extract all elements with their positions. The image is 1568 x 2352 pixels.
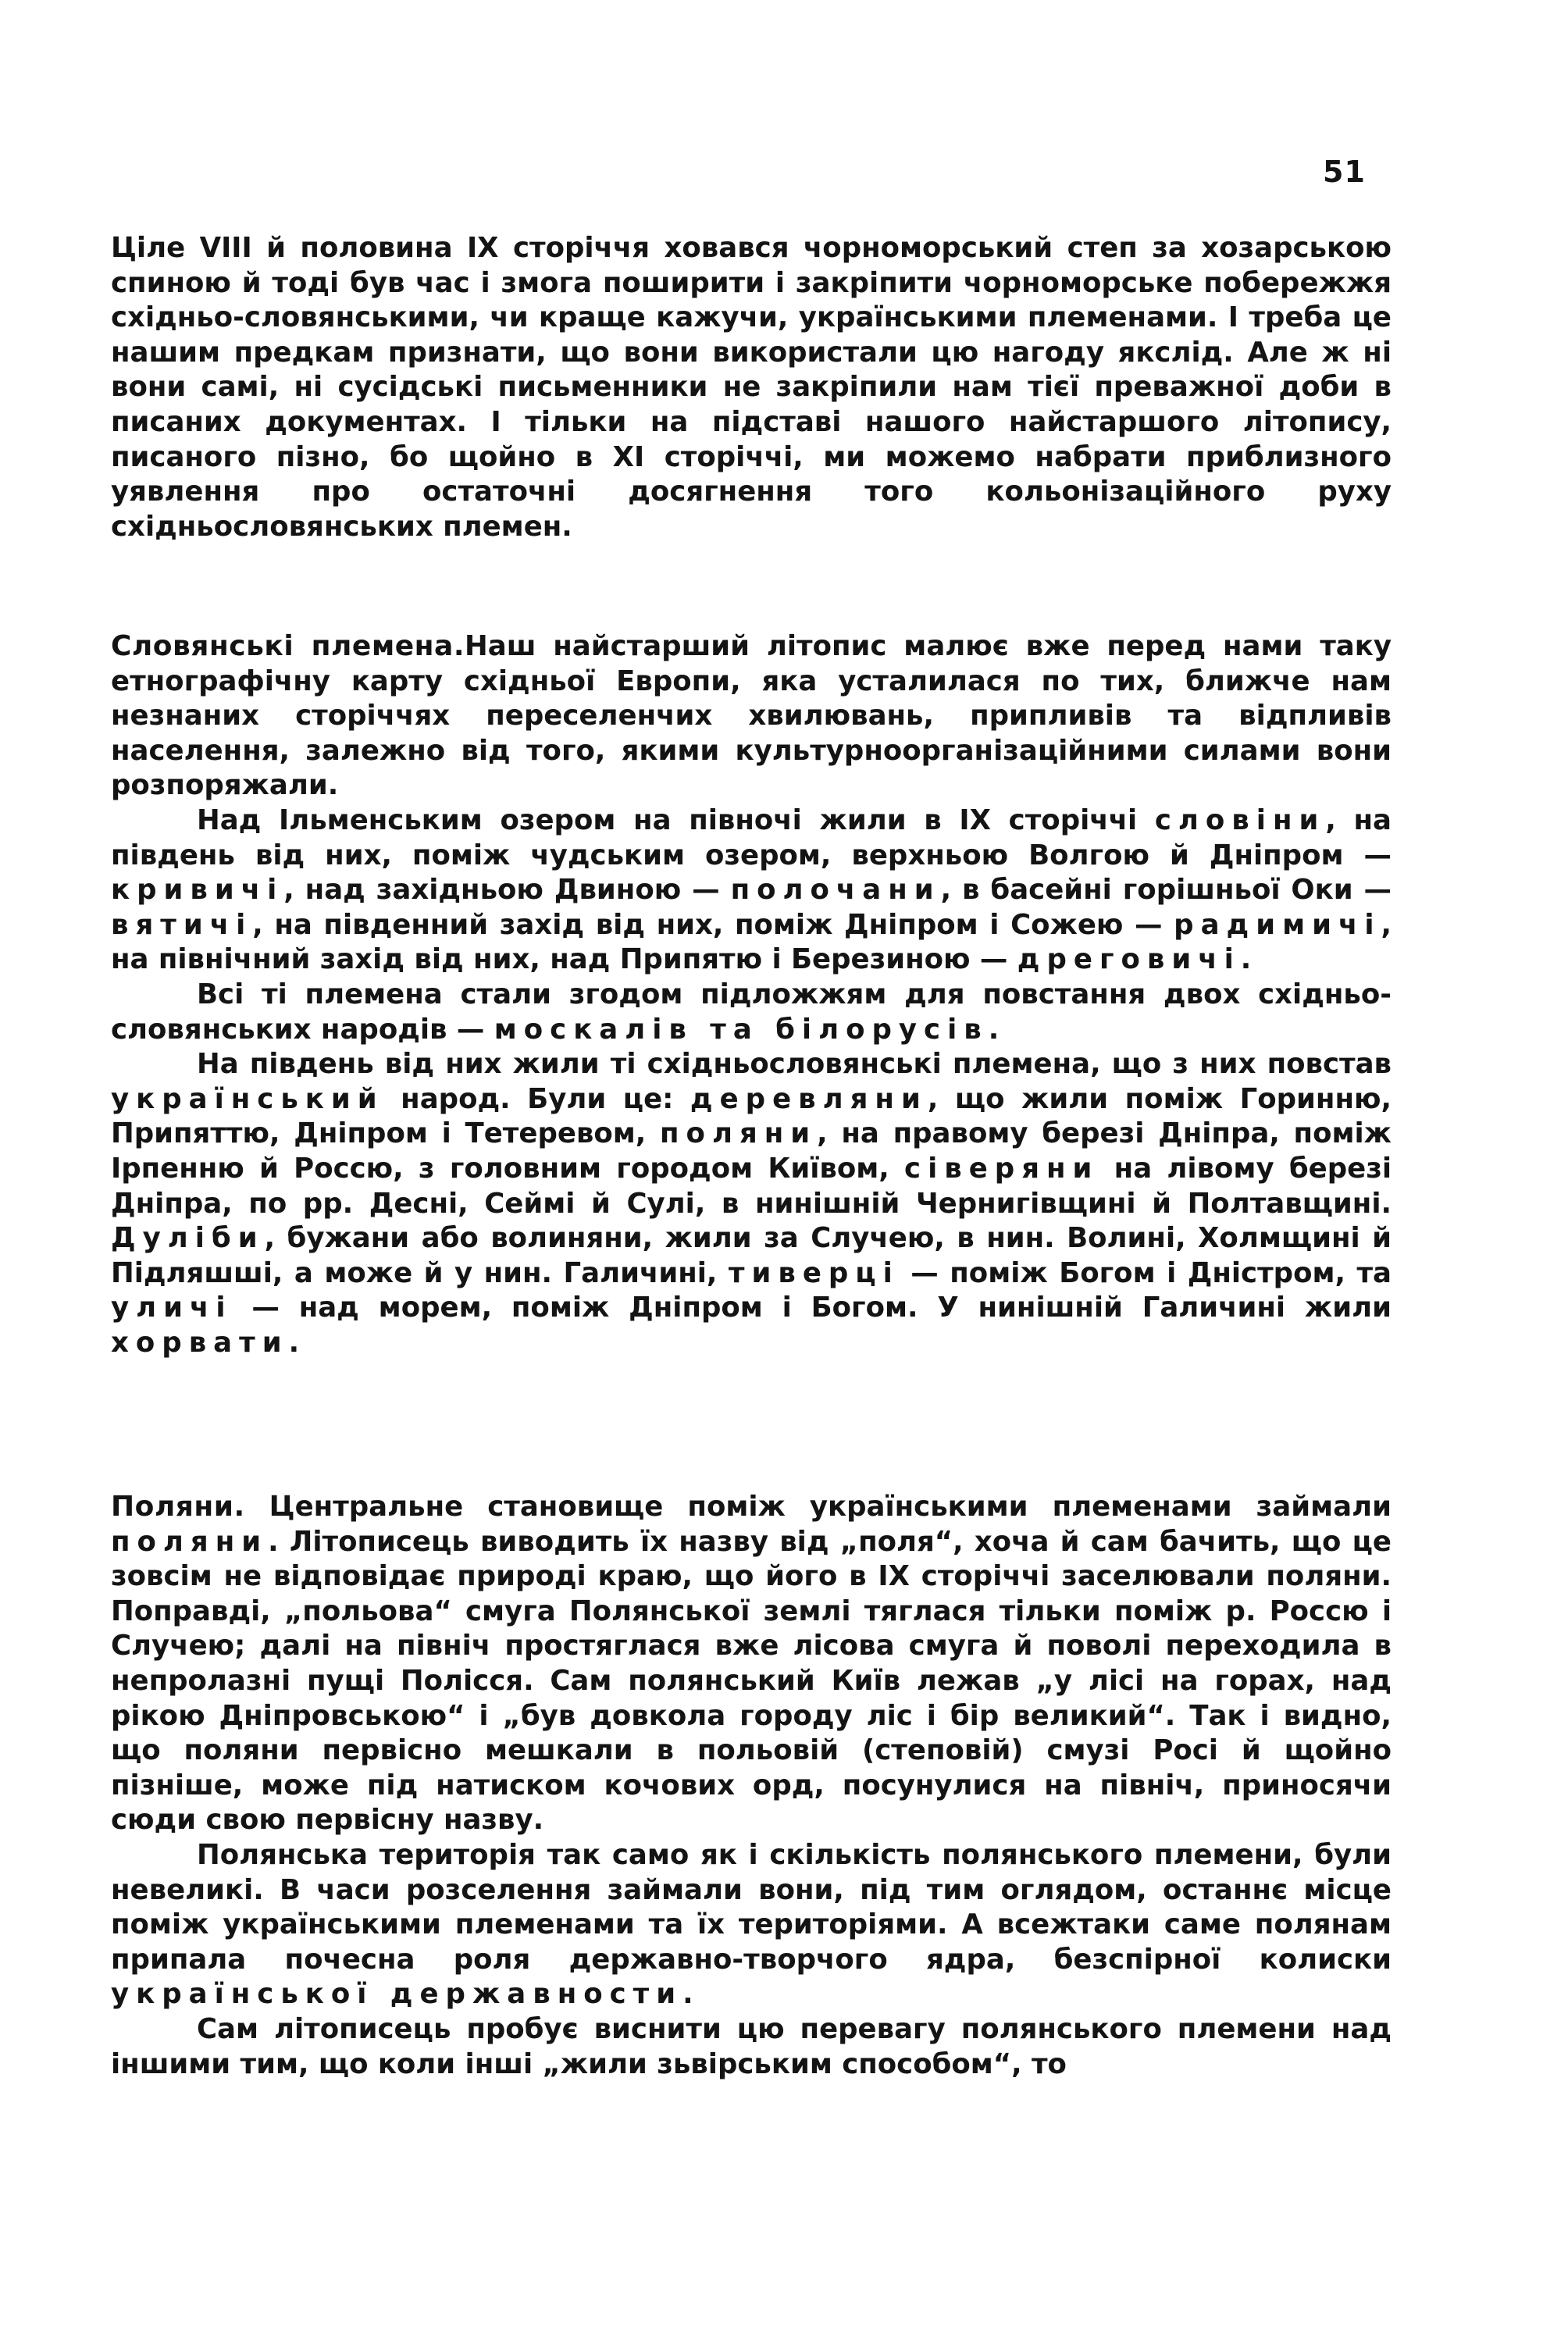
tribe-name: уличі: [111, 1292, 233, 1324]
paragraph: [111, 1047, 1392, 1360]
intro-section: [111, 231, 1392, 544]
text-run: Центральне становище поміж українськими племенами займали: [244, 1491, 1392, 1523]
text-run: — поміж Богом і Дністром, та: [899, 1256, 1392, 1289]
text-run: , бужани або волиняни, жили за Случею, в нин. Волині, Холмщині й Підляшші, а може й у нин. Галичині,: [111, 1222, 1392, 1289]
paragraph: [111, 1838, 1392, 2012]
paragraph: [111, 804, 1392, 978]
tribe-name: тиверці: [728, 1256, 900, 1289]
people-name: москалів та білорусів: [494, 1013, 989, 1046]
paragraph: [111, 629, 1392, 804]
section-heading: Словянські племена.: [111, 630, 465, 662]
text-run: , в басейні горішньої Оки —: [940, 874, 1392, 907]
text-run: на лівому березі Дніпра, по рр. Десні, Сеймі й Сулі, в нинішній Чернигівщині й Полтавщині.: [111, 1152, 1392, 1220]
tribe-name: словіни: [1154, 804, 1326, 836]
text-run: Всі ті племена стали згодом підложжям для повстання двох східньо-словянських народів —: [111, 978, 1392, 1046]
tribe-name: вятичі: [111, 908, 253, 941]
text-run: . Літописець виводить їх назву від „поля“, хоча й сам бачить, що це зовсім не відповідає природі краю, що його в IX сторіччі заселювали поляни. Поправді, „польова“ смуга Полянської землі тяглася тільки поміж р. Россю і Случею; далі на північ простяглася вже лісова смуга й поволі переходила в непролазні пущі Полісся. Сам полянський Київ лежав „у лісі на горах, над рікою Дніпровською“ і „був довкола городу ліс і бір великий“. Так і видно, що поляни первісно мешкали в польовій (степовій) смузі Росі й щойно пізніше, може під натиском кочових орд, посунулися на північ, приносячи сюди свою первісну назву.: [111, 1525, 1392, 1837]
polyany-section: [111, 1490, 1392, 2082]
tribe-name: кривичі: [111, 874, 284, 907]
text-run: .: [988, 1013, 1000, 1046]
text-run: , на північний захід від них, над Припятю і Березиною —: [111, 908, 1392, 976]
text-run: .: [288, 1326, 300, 1359]
tribe-name: сіверяни: [904, 1152, 1099, 1185]
paragraph-text: Наш найстарший літопис малює вже перед нами таку етнографічну карту східньої Европи, яка усталилася по тих, ближче нам незнаних сторіччях переселенчих хвилювань, припливів та відпливів населення, залежно від того, якими культурноорганізаційними силами вони розпоряжали.: [111, 630, 1392, 802]
tribe-name: поляни: [660, 1117, 818, 1150]
text-run: На південь від них жили ті східньословянські племена, що з них повстав: [197, 1048, 1392, 1081]
paragraph: Сам літописець пробує виснити цю перевагу полянського племени над іншими тим, що коли інші „жили зьвірським способом“, то: [111, 2012, 1392, 2080]
people-name: український: [111, 1082, 384, 1115]
tribe-name: полочани: [730, 874, 941, 907]
tribe-name: хорвати: [111, 1326, 289, 1359]
paragraph: [111, 1490, 1392, 1838]
text-run: , на південний захід від них, поміж Дніпром і Сожею —: [252, 908, 1174, 941]
paragraph: Ціле VIII й половина IX сторіччя ховався чорноморський степ за хозарською спиною й тоді був час і змога поширити і закріпити чорноморське побережжя східньо-словянськими, чи краще кажучи, українськими племенами. І треба це нашим предкам признати, що вони використали цю нагоду якслід. Але ж ні вони самі, ні сусідські письменники не закріпили нам тієї преважної доби в писаних документах. І тільки на підставі нашого найстаршого літопису, писаного пізно, бо щойно в XI сторіччі, ми можемо набрати приблизного уявлення про остаточні досягнення того кольонізаційного руху східньословянських племен.: [111, 232, 1392, 543]
tribe-name: поляни: [111, 1525, 269, 1558]
tribe-name: радимичі: [1174, 908, 1381, 941]
text-run: .: [1240, 943, 1252, 976]
text-run: народ. Були це:: [383, 1082, 690, 1115]
text-run: — над морем, поміж Дніпром і Богом. У нинішній Галичині жили: [232, 1292, 1392, 1324]
emphasis-phrase: української державности: [111, 1978, 683, 2011]
text-run: , над західньою Двиною —: [283, 874, 731, 907]
text-run: Полянська територія так само як і скількість полянського племени, були невеликі. В часи розселення займали вони, під тим оглядом, останнє місце поміж українськими племенами та їх територіями. А всежтаки саме полянам припала почесна роля державно-творчого ядра, безспірної колиски: [111, 1838, 1392, 1976]
text-run: , на правому березі Дніпра, поміж Ірпенню й Россю, з головним городом Київом,: [111, 1117, 1392, 1185]
text-run: , що жили поміж Горинню, Припяттю, Дніпром і Тетеревом,: [111, 1082, 1392, 1150]
page-number: 51: [1323, 155, 1366, 189]
slavic-tribes-section: [111, 629, 1392, 1360]
text-run: Над Ільменським озером на півночі жили в IX сторіччі: [197, 804, 1155, 836]
tribe-name: деревляни: [690, 1082, 928, 1115]
tribe-name: дреговичі: [1017, 943, 1241, 976]
text-run: .: [682, 1978, 693, 2011]
section-heading: Поляни.: [111, 1491, 245, 1523]
tribe-name: Дуліби: [111, 1222, 265, 1255]
text-run: , на південь від них, поміж чудським озером, верхньою Волгою й Дніпром —: [111, 804, 1392, 871]
paragraph: [111, 978, 1392, 1047]
